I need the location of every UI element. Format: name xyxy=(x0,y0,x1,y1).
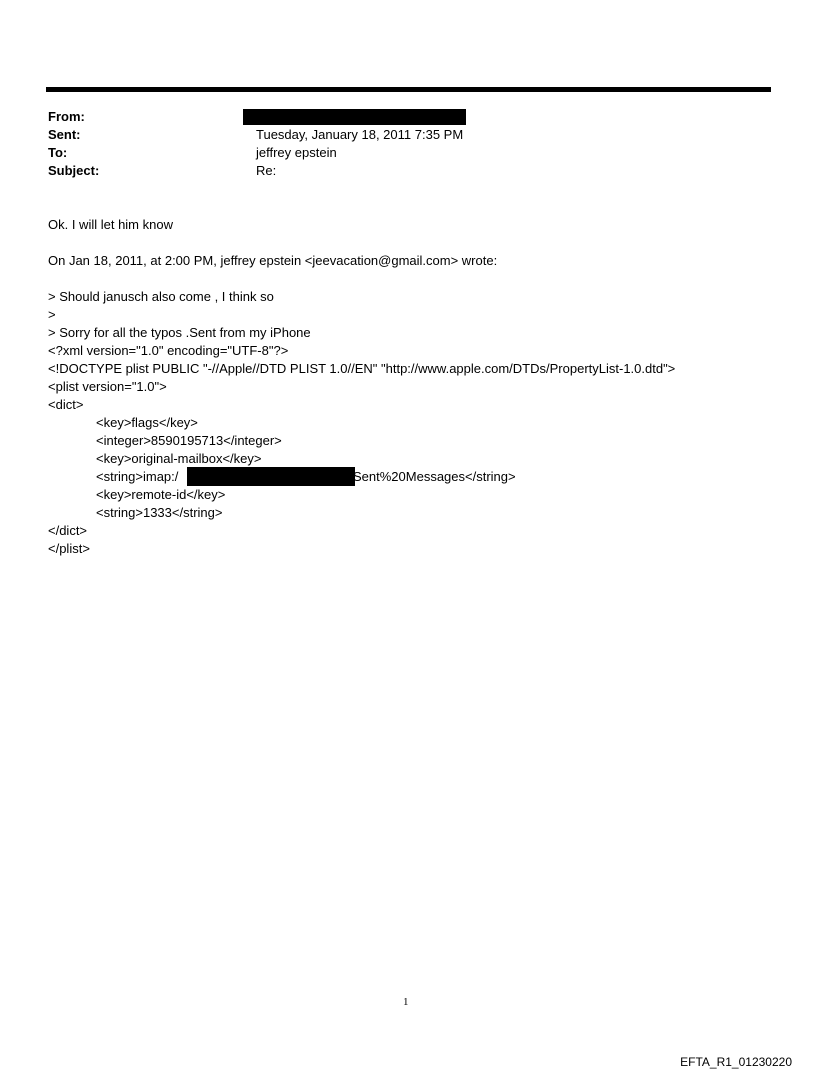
to-label: To: xyxy=(48,145,68,160)
imap-string-start: <string>imap:/ xyxy=(96,469,179,484)
header-rule xyxy=(46,87,771,92)
sent-label: Sent: xyxy=(48,127,81,142)
key-remote: <key>remote-id</key> xyxy=(96,487,226,502)
imap-string-end: Sent%20Messages</string> xyxy=(353,469,516,484)
string-remote: <string>1333</string> xyxy=(96,505,223,520)
from-label: From: xyxy=(48,109,85,124)
bates-id: EFTA_R1_01230220 xyxy=(680,1055,792,1069)
doctype-line: <!DOCTYPE plist PUBLIC "-//Apple//DTD PLIST 1.0//EN" "http://www.apple.com/DTDs/PropertyList-1.0.dtd"> xyxy=(48,361,676,376)
quote-line: > Should janusch also come , I think so xyxy=(48,289,274,304)
subject-value: Re: xyxy=(256,163,277,178)
integer-flags: <integer>8590195713</integer> xyxy=(96,433,282,448)
key-flags: <key>flags</key> xyxy=(96,415,198,430)
key-mailbox: <key>original-mailbox</key> xyxy=(96,451,262,466)
imap-redaction xyxy=(187,467,355,486)
plist-open: <plist version="1.0"> xyxy=(48,379,167,394)
from-redaction xyxy=(243,109,466,125)
dict-open: <dict> xyxy=(48,397,84,412)
subject-label: Subject: xyxy=(48,163,100,178)
plist-close: </plist> xyxy=(48,541,90,556)
dict-close: </dict> xyxy=(48,523,88,538)
reply-text: Ok. I will let him know xyxy=(48,217,173,232)
xml-declaration: <?xml version="1.0" encoding="UTF-8"?> xyxy=(48,343,289,358)
page-number: 1 xyxy=(403,996,409,1008)
quote-line: > Sorry for all the typos .Sent from my iPhone xyxy=(48,325,311,340)
sent-value: Tuesday, January 18, 2011 7:35 PM xyxy=(256,127,464,142)
quote-line: > xyxy=(48,307,56,322)
attribution-line: On Jan 18, 2011, at 2:00 PM, jeffrey epstein <jeevacation@gmail.com> wrote: xyxy=(48,253,498,268)
to-value: jeffrey epstein xyxy=(256,145,337,160)
